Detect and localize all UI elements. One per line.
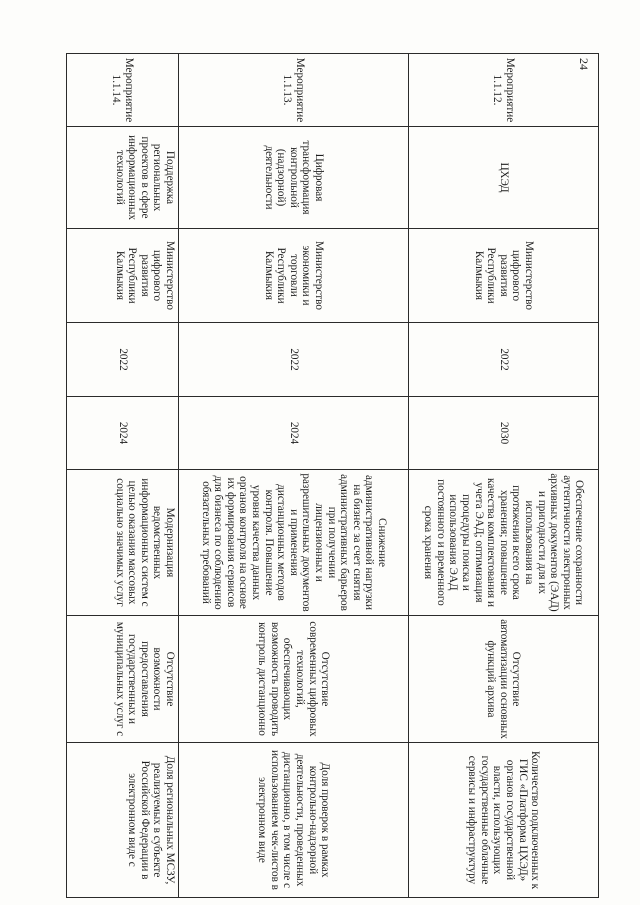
expected-result-cell: Модернизация ведомственных информационных систем с целью оказания массовых социально значимых услуг — [67, 470, 179, 616]
responsible-cell: Министерство цифрового развития Республики Калмыкия — [409, 229, 599, 323]
responsible-cell: Министерство цифрового развития Республики Калмыкия — [67, 229, 179, 323]
table-row — [67, 54, 179, 898]
page-number: 24 — [577, 58, 591, 70]
executor-cell: Поддержка региональных проектов в сфере информационных технологий — [67, 127, 179, 229]
expected-result-cell: Снижение административной нагрузки на бизнес за счет снятия административных барьеров при получении лицензионных и разрешительных документов и применения дистанционных методов контроля. Повышение уровня качества данных органов контроля на основе их формирования сервисов для бизнеса по соблюдению обязательных требований — [179, 470, 409, 616]
end-year-cell: 2024 — [67, 397, 179, 470]
start-year-cell: 2022 — [179, 323, 409, 397]
measure-cell: Мероприятие 1.1.13. — [179, 54, 409, 127]
indicator-cell: Доля региональных МСЗУ, реализуемых в субъекте Российской Федерации в электронном виде с — [67, 743, 179, 898]
indicator-cell: Доля проверок в рамках контрольно-надзорной деятельности, проведенных дистанционно, в том числе с использованием чек-листов в электронном виде — [179, 743, 409, 898]
executor-cell: ЦХЭД — [409, 127, 599, 229]
consequences-cell: Отсутствие автоматизации основных функций архива — [409, 616, 599, 743]
rotated-table-sheet — [67, 53, 599, 897]
start-year-cell: 2022 — [409, 323, 599, 397]
measure-cell: Мероприятие 1.1.14. — [67, 54, 179, 127]
end-year-cell: 2030 — [409, 397, 599, 470]
expected-result-cell: Обеспечение сохранности аутентичности электронных архивных документов (ЭАД) и пригодности для их использования на протяжении всего срока хранения; повышение качества комплектования и учета ЭАД; оптимизация процедуры поиска и использования ЭАД постоянного и временного срока хранения — [409, 470, 599, 616]
responsible-cell: Министерство экономики и торговли Республики Калмыкия — [179, 229, 409, 323]
measures-table — [66, 53, 599, 898]
measure-cell: Мероприятие 1.1.12. — [409, 54, 599, 127]
consequences-cell: Отсутствие современных цифровых технологий, обеспечивающих возможность проводить контроль дистанционно — [179, 616, 409, 743]
executor-cell: Цифровая трансформация контрольной (надзорной) деятельности — [179, 127, 409, 229]
indicator-cell: Количество подключенных к ГИС «Платформа ЦХЭД» органов государственной власти, использующих государственные облачные сервисы и инфраструктуру — [409, 743, 599, 898]
table-row — [409, 54, 599, 898]
table-row — [179, 54, 409, 898]
end-year-cell: 2024 — [179, 397, 409, 470]
consequences-cell: Отсутствие возможности предоставления государственных и муниципальных услуг с — [67, 616, 179, 743]
start-year-cell: 2022 — [67, 323, 179, 397]
